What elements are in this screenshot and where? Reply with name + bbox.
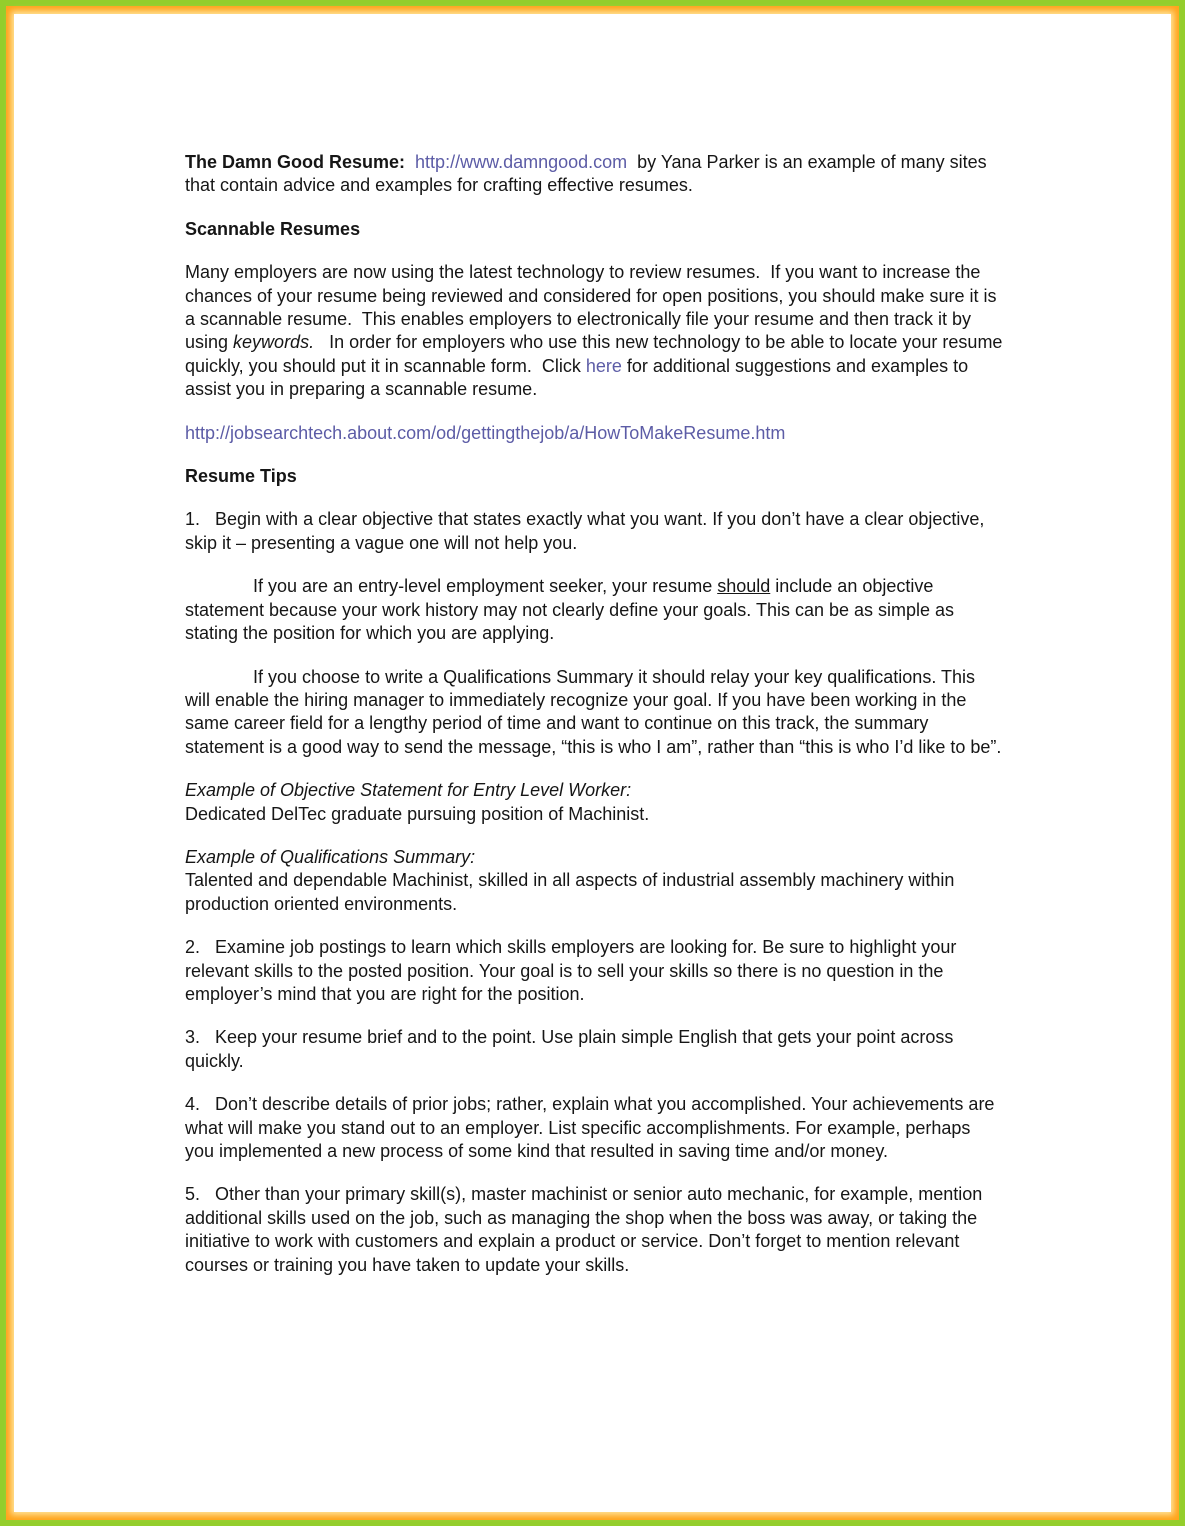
tip-5: 5. Other than your primary skill(s), master machinist or senior auto mechanic, for example, mention additional skills used on the job, such as managing the shop when the boss was away, or taking the initiative to work with customers and explain a product or service. Don’t forget to mention relevant courses or training you have taken to update your skills.: [185, 1184, 988, 1275]
example-summary-text: Talented and dependable Machinist, skilled in all aspects of industrial assembly machinery within production oriented environments.: [185, 870, 960, 914]
scannable-resumes-heading: Scannable Resumes: [185, 218, 361, 239]
tip-3: 3. Keep your resume brief and to the point. Use plain simple English that gets your point across quickly.: [185, 1027, 959, 1071]
here-link[interactable]: here: [585, 355, 622, 376]
intro-title: The Damn Good Resume:: [185, 152, 406, 172]
example-summary-label: Example of Qualifications Summary:: [185, 846, 476, 867]
example-objective-label: Example of Objective Statement for Entry Level Worker:: [185, 780, 632, 801]
intro-rest: by Yana Parker is an example of many sites that contain advice and examples for crafting effective resumes.: [185, 152, 992, 196]
tip-4: 4. Don’t describe details of prior jobs; rather, explain what you accomplished. Your achievements are what will make you stand out to an employer. List specific accomplishments. For example, perhaps you implemented a new process of some kind that resulted in saving time and/or money.: [185, 1094, 1000, 1161]
scannable-text-1: Many employers are now using the latest technology to review resumes. If you want to increase the chances of your resume being reviewed and considered for open positions, you should make sure it is a scannable resume. This enables employers to electronically file your resume and then track it by using: [185, 262, 1002, 353]
tip-2: 2. Examine job postings to learn which skills employers are looking for. Be sure to highlight your relevant skills to the posted position. Your goal is to sell your skills so there is no question in the employer’s mind that you are right for the position.: [185, 937, 962, 1004]
scannable-text-3: for additional suggestions and examples to assist you in preparing a scannable resume.: [185, 355, 974, 400]
scannable-text-2: In order for employers who use this new technology to be able to locate your resume quickly, you should put it in scannable form. Click: [185, 332, 1008, 376]
jobsearch-url-link[interactable]: http://jobsearchtech.about.com/od/gettingthejob/a/HowToMakeResume.htm: [185, 422, 786, 443]
intro-paragraph: [185, 151, 1003, 198]
document-page: [14, 14, 1171, 1512]
example-objective-block: [185, 779, 1003, 826]
jobsearch-url-paragraph: [185, 422, 1003, 445]
resume-tips-heading: Resume Tips: [185, 466, 297, 487]
entry-text-1: If you are an entry-level employment seeker, your resume: [253, 576, 718, 597]
entry-level-paragraph: [185, 575, 1003, 645]
damngood-link[interactable]: http://www.damngood.com: [415, 152, 628, 172]
page-border-frame-orange: [6, 6, 1179, 1520]
example-objective-text: Dedicated DelTec graduate pursuing position of Machinist.: [185, 803, 650, 824]
entry-text-2: include an objective statement because your work history may not clearly define your goals. This can be as simple as stating the position for which you are applying.: [185, 576, 960, 644]
intro-gap: [405, 152, 415, 172]
keywords-italic: keywords.: [233, 332, 315, 353]
tip-1: 1. Begin with a clear objective that states exactly what you want. If you don’t have a clear objective, skip it – presenting a vague one will not help you.: [185, 509, 990, 553]
should-underline: should: [717, 576, 771, 597]
example-summary-block: [185, 846, 1003, 916]
qualifications-paragraph: If you choose to write a Qualifications Summary it should relay your key qualifications. This will enable the hiring manager to immediately recognize your goal. If you have been working in the same career field for a lengthy period of time and want to continue on this track, the summary statement is a good way to send the message, “this is who I am”, rather than “this is who I’d like to be”.: [185, 666, 1002, 757]
scannable-paragraph: [185, 261, 1008, 401]
